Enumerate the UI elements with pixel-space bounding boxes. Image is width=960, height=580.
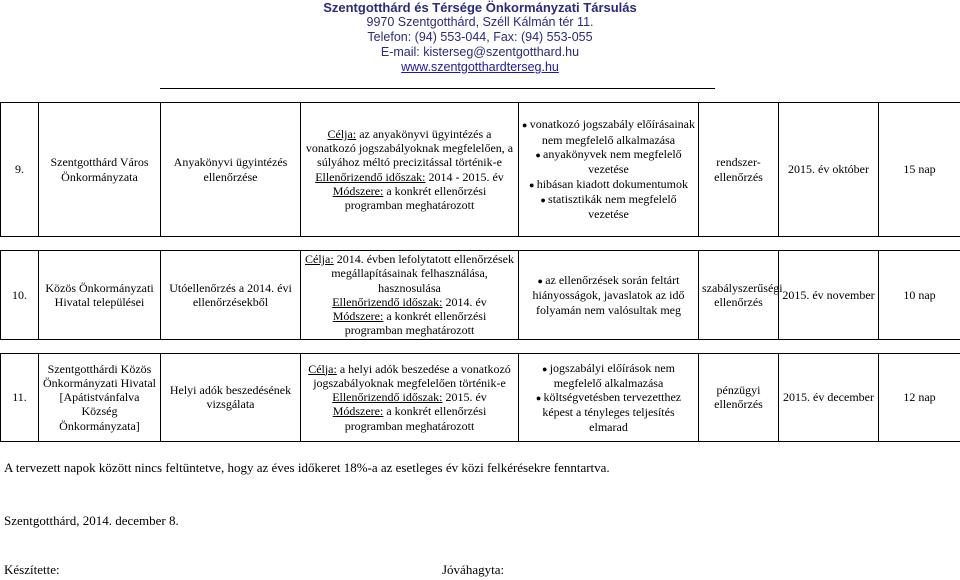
audit-subject: Utóellenőrzés a 2014. évi ellenőrzésekből <box>161 251 301 340</box>
header-divider <box>160 88 715 89</box>
footer-note: A tervezett napok között nincs feltüntetve, hogy az éves időkeret 18%-a az esetleges év közi felkérésekre fenntartva. <box>4 460 610 475</box>
risk-item: ● az ellenőrzések során feltárt hiányosságok, javaslatok az idő folyamán nem valósultak meg <box>522 273 695 317</box>
period-label: Ellenőrizendő időszak: <box>315 169 426 184</box>
risk-item: ● költségvetésben tervezetthez képest a tényleges teljesítés elmarad <box>522 390 695 434</box>
risk-item: ● statisztikák nem megfelelő vezetése <box>522 192 695 222</box>
period-label: Ellenőrizendő időszak: <box>332 390 443 405</box>
audit-type: pénzügyi ellenőrzés <box>699 353 779 441</box>
audit-goal-cell <box>301 251 519 340</box>
audited-entity: Közös Önkormányzati Hivatal települései <box>39 251 161 340</box>
audited-entity: Szentgotthárdi Közös Önkormányzati Hivatal [Apátistvánfalva Község Önkormányzata] <box>39 353 161 441</box>
risk-item: ● vonatkozó jogszabály előírásainak nem megfelelő alkalmazása <box>522 117 695 147</box>
audit-goal-cell <box>301 103 519 237</box>
audit-days: 10 nap <box>879 251 960 340</box>
audit-type: rendszer-ellenőrzés <box>699 103 779 237</box>
risk-list <box>519 251 699 340</box>
place-and-date: Szentgotthárd, 2014. december 8. <box>4 513 179 528</box>
risk-item: ● jogszabályi előírások nem megfelelő alkalmazása <box>522 361 695 391</box>
audited-entity: Szentgotthárd Város Önkormányzata <box>39 103 161 237</box>
audit-subject: Anyakönyvi ügyintézés ellenőrzése <box>161 103 301 237</box>
letterhead <box>0 0 960 75</box>
row-number: 9. <box>1 103 39 237</box>
risk-list <box>519 353 699 441</box>
organization-address: 9970 Szentgotthárd, Széll Kálmán tér 11. <box>366 15 594 29</box>
risk-list <box>519 103 699 237</box>
organization-email: E-mail: kisterseg@szentgotthard.hu <box>380 45 580 59</box>
table-spacer <box>1 339 960 353</box>
row-number: 11. <box>1 353 39 441</box>
table-row <box>1 251 960 340</box>
period-text: 2015. év <box>445 390 487 405</box>
period-text: 2014. év <box>445 294 487 309</box>
method-label: Módszere: <box>332 309 384 324</box>
approved-by-label: Jóváhagyta: <box>442 562 505 577</box>
organization-phone: Telefon: (94) 553-044, Fax: (94) 553-055 <box>367 30 593 44</box>
method-text: a konkrét ellenőrzési programban meghatározott <box>344 309 487 338</box>
audit-time: 2015. év október <box>779 103 879 237</box>
method-text: a konkrét ellenőrzési programban meghatározott <box>344 183 487 213</box>
method-label: Módszere: <box>332 183 384 198</box>
organization-website-link[interactable]: www.szentgotthardterseg.hu <box>401 60 559 74</box>
goal-label: Célja: <box>305 252 334 266</box>
risk-item: ● hibásan kiadott dokumentumok <box>522 177 695 192</box>
audit-plan-table <box>0 102 960 442</box>
audit-days: 15 nap <box>879 103 960 237</box>
goal-label: Célja: <box>327 126 357 141</box>
audit-time: 2015. év november <box>779 251 879 340</box>
goal-text: az anyakönyvi ügyintézés a vonatkozó jogszabályoknak megfelelően, a súlyához méltó precizitással történik-e <box>305 126 514 170</box>
table-row <box>1 353 960 441</box>
goal-text: a helyi adók beszedése a vonatkozó jogszabályoknak megfelelően történik-e <box>313 361 511 390</box>
audit-subject: Helyi adók beszedésének vizsgálata <box>161 353 301 441</box>
method-text: a konkrét ellenőrzési programban meghatározott <box>344 404 487 433</box>
audit-type: szabályszerűségi ellenőrzés <box>699 251 779 340</box>
audit-goal-cell <box>301 353 519 441</box>
organization-name: Szentgotthárd és Térsége Önkormányzati Társulás <box>323 0 637 15</box>
row-number: 10. <box>1 251 39 340</box>
goal-label: Célja: <box>308 361 337 376</box>
table-row <box>1 103 960 237</box>
audit-days: 12 nap <box>879 353 960 441</box>
period-text: 2014 - 2015. év <box>428 169 504 184</box>
table-spacer <box>1 237 960 251</box>
audit-time: 2015. év december <box>779 353 879 441</box>
risk-item: ● anyakönyvek nem megfelelő vezetése <box>522 147 695 177</box>
period-label: Ellenőrizendő időszak: <box>332 294 443 309</box>
method-label: Módszere: <box>332 404 384 419</box>
prepared-by-label: Készítette: <box>4 562 60 577</box>
goal-text: 2014. évben lefolytatott ellenőrzések megállapításainak felhasználása, hasznosulása <box>331 252 514 295</box>
